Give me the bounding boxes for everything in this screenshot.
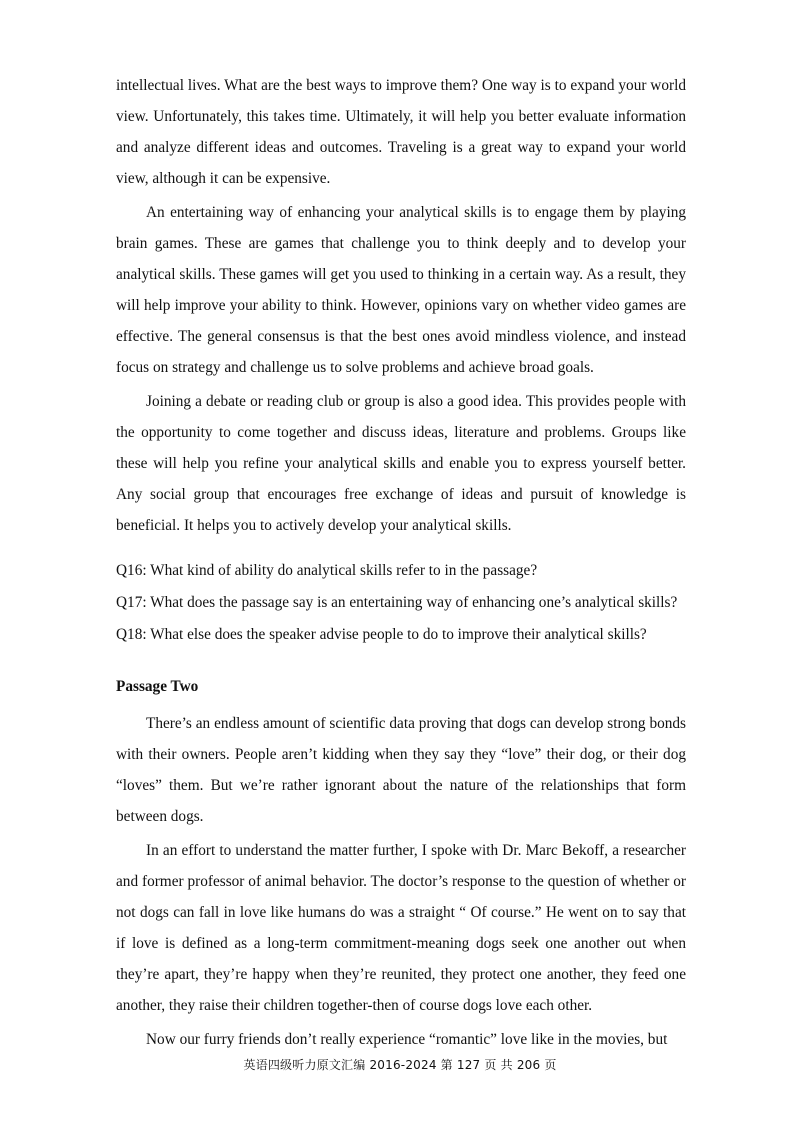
passage-one-paragraph-1: intellectual lives. What are the best ways to improve them? One way is to expand your world view. Unfortunately, this takes time. Ultimately, it will help you better evaluate information and analyze different ideas and outcomes. Traveling is a great way to expand your world view, although it can be expensive. bbox=[116, 77, 686, 187]
question-list bbox=[116, 555, 686, 651]
page-footer: 英语四级听力原文汇编 2016-2024 第 127 页 共 206 页 bbox=[243, 1058, 557, 1072]
passage-one-paragraph-2: An entertaining way of enhancing your analytical skills is to engage them by playing brain games. These are games that challenge you to think deeply and to develop your analytical skills. These games will get you used to thinking in a certain way. As a result, they will help improve your ability to think. However, opinions vary on whether video games are effective. The general consensus is that the best ones avoid mindless violence, and instead focus on strategy and challenge us to solve problems and achieve broad goals. bbox=[116, 204, 686, 376]
passage-two-heading: Passage Two bbox=[116, 678, 199, 695]
document-page bbox=[116, 70, 686, 1058]
question-q17: Q17: What does the passage say is an entertaining way of enhancing one’s analytical skills? bbox=[116, 594, 678, 611]
question-q18: Q18: What else does the speaker advise people to do to improve their analytical skills? bbox=[116, 626, 647, 643]
question-q16: Q16: What kind of ability do analytical skills refer to in the passage? bbox=[116, 562, 538, 579]
passage-one-paragraph-3: Joining a debate or reading club or group is also a good idea. This provides people with the opportunity to come together and discuss ideas, literature and problems. Groups like these will help you refine your analytical skills and enable you to express yourself better. Any social group that encourages free exchange of ideas and pursuit of knowledge is beneficial. It helps you to actively develop your analytical skills. bbox=[116, 393, 686, 534]
passage-two-paragraph-3: Now our furry friends don’t really experience “romantic” love like in the movies, but bbox=[146, 1031, 668, 1048]
passage-two-paragraph-1: There’s an endless amount of scientific data proving that dogs can develop strong bonds with their owners. People aren’t kidding when they say they “love” their dog, or their dog “loves” them. But we’re rather ignorant about the nature of the relationships that form between dogs. bbox=[116, 715, 686, 825]
passage-two-paragraph-2: In an effort to understand the matter further, I spoke with Dr. Marc Bekoff, a researcher and former professor of animal behavior. The doctor’s response to the question of whether or not dogs can fall in love like humans do was a straight “ Of course.” He went on to say that if love is defined as a long-term commitment-meaning dogs seek one another out when they’re apart, they’re happy when they’re reunited, they protect one another, they feed one another, they raise their children together-then of course dogs love each other. bbox=[116, 842, 686, 1014]
